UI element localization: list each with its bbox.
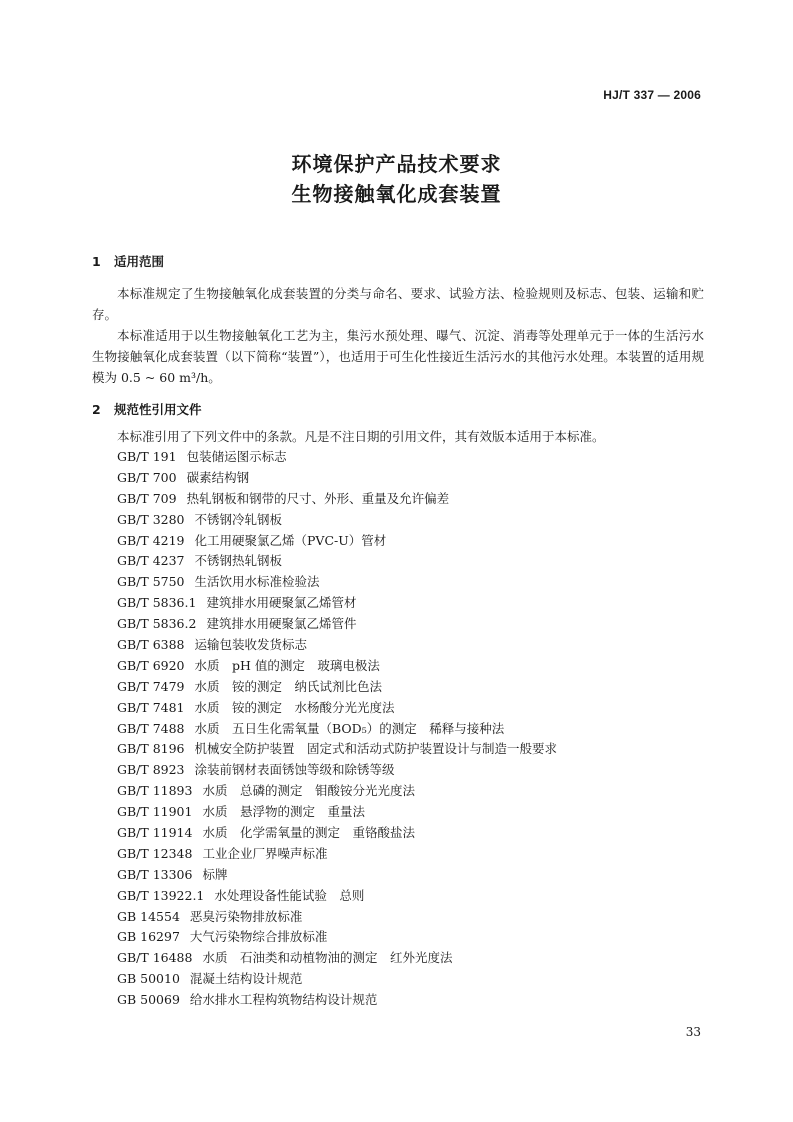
- reference-item: [117, 531, 557, 552]
- reference-item: [117, 927, 557, 948]
- section-heading-scope: [92, 252, 164, 270]
- reference-title: 水质 化学需氧量的测定 重铬酸盐法: [202, 825, 415, 841]
- reference-code: GB 50010: [117, 971, 180, 987]
- reference-title: 生活饮用水标准检验法: [194, 574, 320, 590]
- reference-item: [117, 948, 557, 969]
- reference-title: 恶臭污染物排放标准: [189, 908, 303, 924]
- reference-item: [117, 656, 557, 677]
- reference-title: 涂装前钢材表面锈蚀等级和除锈等级: [194, 762, 395, 778]
- reference-title: 混凝土结构设计规范: [189, 971, 303, 987]
- section-number: 2: [92, 402, 101, 417]
- reference-title: 水质 pH 值的测定 玻璃电极法: [194, 657, 380, 673]
- paragraph-scope-2: 本标准适用于以生物接触氧化工艺为主，集污水预处理、曝气、沉淀、消毒等处理单元于一体的生活污水生物接触氧化成套装置（以下简称“装置”），也适用于可生化性接近生活污水的其他污水处理。本装置的适用规模为 0.5 ~ 60 m³/h。: [92, 328, 704, 385]
- reference-item: [117, 823, 557, 844]
- reference-title: 水质 总磷的测定 钼酸铵分光光度法: [202, 783, 415, 799]
- standard-code: HJ/T 337 — 2006: [603, 88, 701, 102]
- reference-code: GB 50069: [117, 992, 180, 1008]
- reference-title: 不锈钢冷轧钢板: [194, 511, 283, 527]
- reference-list: [117, 447, 557, 1011]
- section-title: 适用范围: [114, 254, 165, 269]
- reference-title: 大气污染物综合排放标准: [189, 929, 328, 945]
- document-title-line2: 生物接触氧化成套装置: [291, 182, 502, 206]
- reference-code: GB/T 8196: [117, 741, 185, 757]
- reference-title: 标牌: [202, 866, 228, 882]
- reference-item: [117, 781, 557, 802]
- section-heading-normative-references: [92, 400, 202, 418]
- reference-item: [117, 551, 557, 572]
- section-number: 1: [92, 254, 101, 269]
- reference-title: 水质 铵的测定 纳氏试剂比色法: [194, 678, 383, 694]
- reference-code: GB/T 13306: [117, 866, 193, 882]
- reference-item: [117, 635, 557, 656]
- reference-code: GB/T 5836.2: [117, 616, 197, 632]
- reference-code: GB/T 7481: [117, 699, 185, 715]
- reference-code: GB/T 7488: [117, 720, 185, 736]
- reference-title: 热轧钢板和钢带的尺寸、外形、重量及允许偏差: [186, 490, 450, 506]
- reference-code: GB/T 8923: [117, 762, 185, 778]
- reference-code: GB/T 6920: [117, 657, 185, 673]
- reference-item: [117, 802, 557, 823]
- paragraph-references-intro: 本标准引用了下列文件中的条款。凡是不注日期的引用文件，其有效版本适用于本标准。: [117, 429, 605, 444]
- reference-item: [117, 698, 557, 719]
- reference-item: [117, 468, 557, 489]
- reference-item: [117, 719, 557, 740]
- reference-title: 水质 五日生化需氧量（BOD₅）的测定 稀释与接种法: [194, 720, 505, 736]
- reference-item: [117, 886, 557, 907]
- reference-title: 机械安全防护装置 固定式和活动式防护装置设计与制造一般要求: [194, 741, 558, 757]
- reference-item: [117, 907, 557, 928]
- reference-item: [117, 572, 557, 593]
- reference-code: GB/T 11893: [117, 783, 193, 799]
- reference-code: GB/T 13922.1: [117, 887, 205, 903]
- reference-item: [117, 447, 557, 468]
- reference-title: 化工用硬聚氯乙烯（PVC-U）管材: [194, 532, 387, 548]
- reference-item: [117, 739, 557, 760]
- reference-item: [117, 510, 557, 531]
- reference-code: GB/T 709: [117, 490, 177, 506]
- reference-code: GB/T 11901: [117, 804, 193, 820]
- reference-item: [117, 760, 557, 781]
- reference-item: [117, 844, 557, 865]
- reference-code: GB 16297: [117, 929, 180, 945]
- reference-title: 包装储运图示标志: [186, 449, 287, 464]
- reference-code: GB/T 4237: [117, 553, 185, 569]
- reference-item: [117, 593, 557, 614]
- reference-title: 建筑排水用硬聚氯乙烯管材: [206, 595, 357, 611]
- reference-code: GB/T 6388: [117, 637, 185, 653]
- reference-title: 碳素结构钢: [186, 469, 250, 485]
- reference-title: 水质 石油类和动植物油的测定 红外光度法: [202, 950, 453, 966]
- reference-code: GB/T 191: [117, 449, 177, 464]
- document-title-line1: 环境保护产品技术要求: [291, 152, 502, 176]
- reference-code: GB/T 12348: [117, 845, 193, 861]
- reference-item: [117, 990, 557, 1011]
- reference-item: [117, 969, 557, 990]
- paragraph-scope-1: 本标准规定了生物接触氧化成套装置的分类与命名、要求、试验方法、检验规则及标志、包装、运输和贮存。: [92, 286, 704, 322]
- reference-code: GB/T 16488: [117, 950, 193, 966]
- reference-title: 给水排水工程构筑物结构设计规范: [189, 992, 378, 1008]
- reference-code: GB/T 700: [117, 469, 177, 485]
- reference-code: GB/T 11914: [117, 825, 193, 841]
- reference-title: 建筑排水用硬聚氯乙烯管件: [206, 616, 357, 632]
- reference-code: GB/T 7479: [117, 678, 185, 694]
- reference-code: GB/T 4219: [117, 532, 185, 548]
- reference-title: 水质 悬浮物的测定 重量法: [202, 804, 365, 820]
- reference-item: [117, 865, 557, 886]
- section-title: 规范性引用文件: [114, 402, 202, 417]
- page-number: 33: [685, 1025, 701, 1039]
- reference-code: GB/T 5836.1: [117, 595, 197, 611]
- reference-item: [117, 489, 557, 510]
- reference-item: [117, 677, 557, 698]
- reference-item: [117, 614, 557, 635]
- reference-title: 不锈钢热轧钢板: [194, 553, 283, 569]
- reference-code: GB 14554: [117, 908, 180, 924]
- reference-code: GB/T 5750: [117, 574, 185, 590]
- reference-title: 水处理设备性能试验 总则: [214, 887, 365, 903]
- reference-title: 运输包装收发货标志: [194, 637, 308, 653]
- reference-title: 工业企业厂界噪声标准: [202, 845, 328, 861]
- reference-code: GB/T 3280: [117, 511, 185, 527]
- reference-title: 水质 铵的测定 水杨酸分光光度法: [194, 699, 395, 715]
